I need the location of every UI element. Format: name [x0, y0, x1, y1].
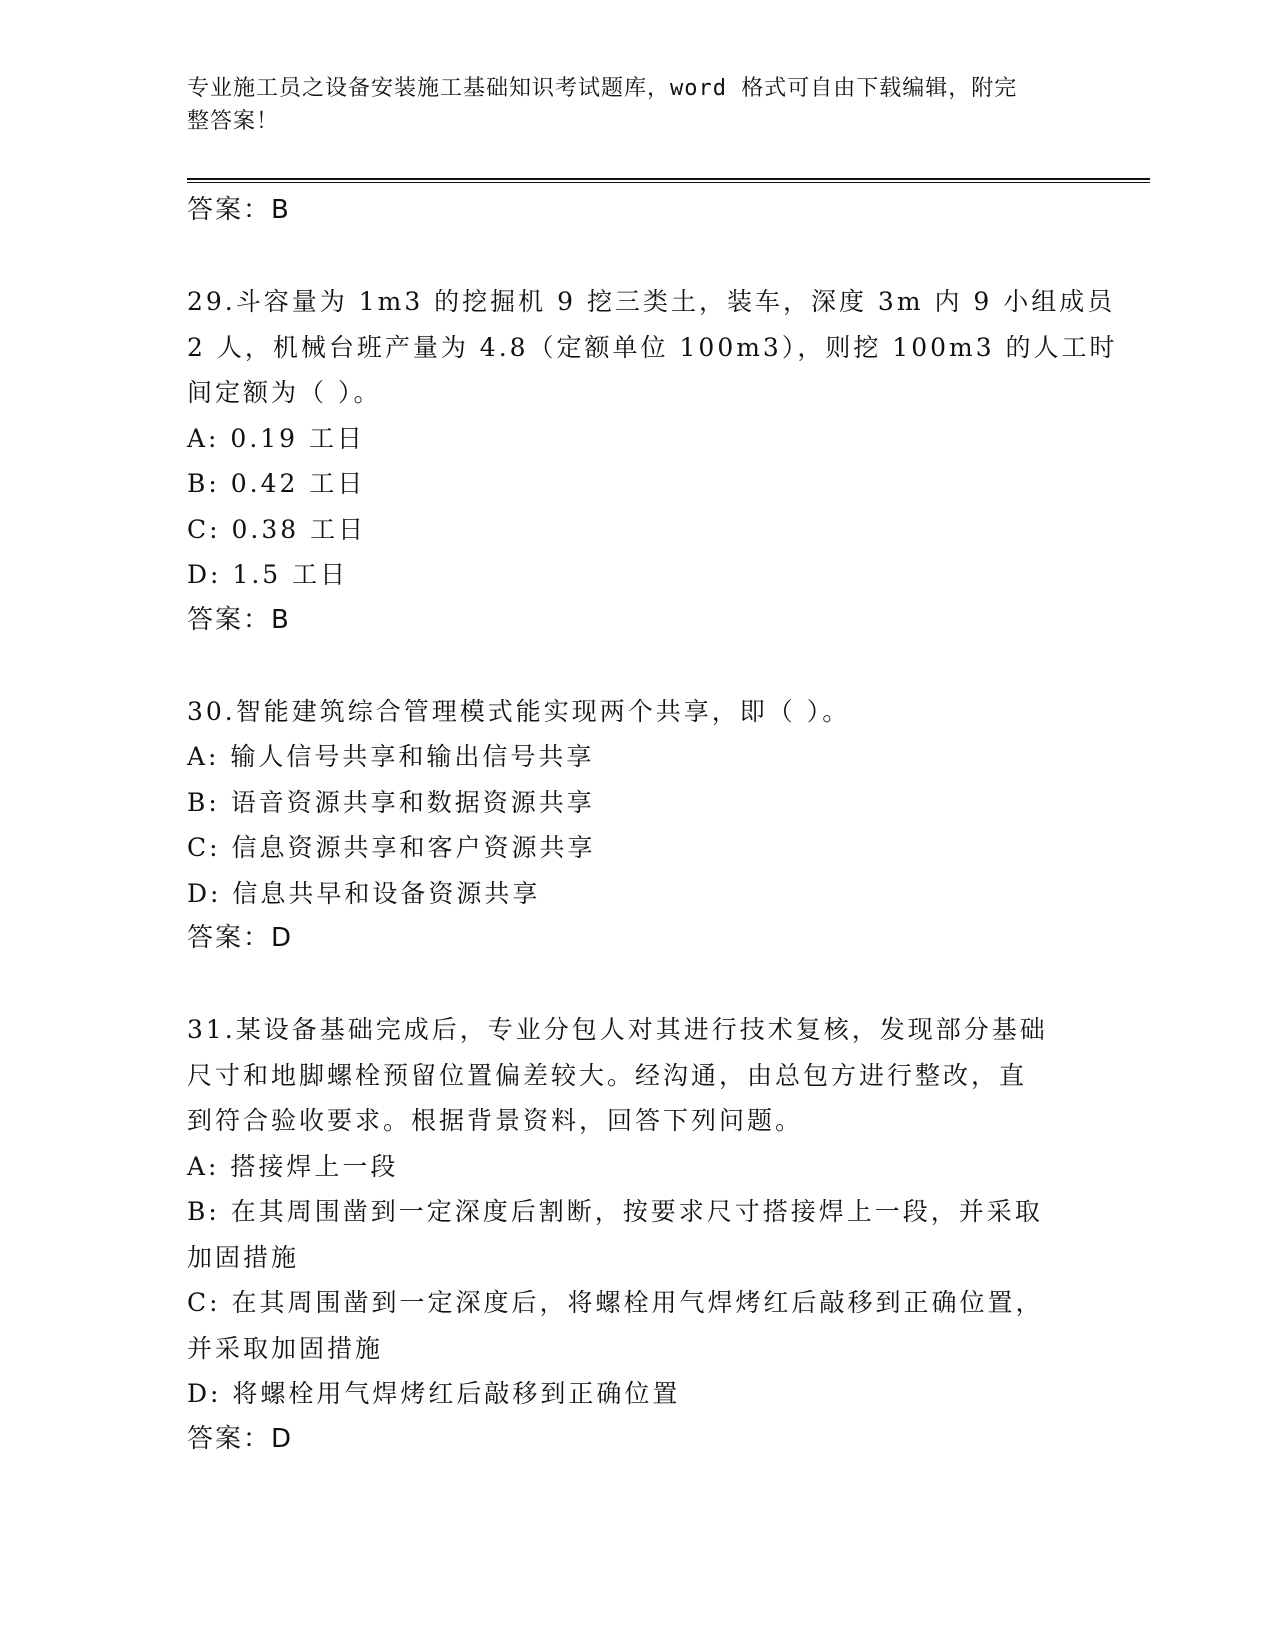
question-text-line: 30.智能建筑综合管理模式能实现两个共享，即（ ）。 [187, 696, 851, 726]
option-a: A: 输人信号共享和输出信号共享 [187, 742, 595, 771]
option-b: B: 语音资源共享和数据资源共享 [187, 787, 595, 817]
answer-previous: 答案：B [187, 195, 291, 225]
header-divider-thick [187, 178, 1150, 180]
option-d: D: 1.5 工日 [187, 560, 349, 589]
answer: 答案：D [187, 923, 294, 953]
option-b-continued: 加固措施 [187, 1242, 300, 1272]
page-header [187, 72, 1067, 138]
option-c: C: 信息资源共享和客户资源共享 [187, 833, 596, 862]
question-list [187, 188, 1118, 1462]
question-text-line: 尺寸和地脚螺栓预留位置偏差较大。经沟通，由总包方进行整改，直 [187, 1060, 1028, 1090]
option-a: A: 搭接焊上一段 [187, 1151, 399, 1181]
option-b: B: 在其周围凿到一定深度后割断，按要求尺寸搭接焊上一段，并采取 [187, 1197, 1043, 1226]
spacer [187, 643, 1067, 689]
option-b: B: 0.42 工日 [187, 469, 366, 498]
question-text-line: 2 人，机械台班产量为 4.8（定额单位 100m3），则挖 100m3 的人工时 [187, 332, 1118, 362]
answer: 答案：B [187, 604, 291, 635]
question-text-line: 29.斗容量为 1m3 的挖掘机 9 挖三类土，装车，深度 3m 内 9 小组成员 [187, 287, 1116, 316]
question-30 [187, 689, 1067, 962]
header-divider-thin [187, 182, 1150, 183]
question-text-line: 间定额为（ ）。 [187, 378, 382, 407]
answer: 答案：D [187, 1423, 294, 1454]
option-a: A: 0.19 工日 [187, 423, 366, 453]
spacer [187, 234, 1067, 280]
header-line-2: 整答案！ [187, 109, 280, 134]
question-31 [187, 1007, 1067, 1462]
question-29 [187, 279, 1118, 643]
option-d: D: 信息共早和设备资源共享 [187, 878, 541, 908]
question-text-line: 到符合验收要求。根据背景资料，回答下列问题。 [187, 1106, 804, 1135]
option-d: D: 将螺栓用气焊烤红后敲移到正确位置 [187, 1379, 681, 1408]
spacer [187, 962, 1067, 1008]
option-c: C: 0.38 工日 [187, 514, 367, 544]
option-c: C: 在其周围凿到一定深度后，将螺栓用气焊烤红后敲移到正确位置， [187, 1288, 1044, 1317]
header-line-1: 专业施工员之设备安装施工基础知识考试题库，word 格式可自由下载编辑，附完 [187, 76, 1018, 101]
question-text-line: 31.某设备基础完成后，专业分包人对其进行技术复核，发现部分基础 [187, 1015, 1048, 1044]
option-c-continued: 并采取加固措施 [187, 1333, 384, 1363]
